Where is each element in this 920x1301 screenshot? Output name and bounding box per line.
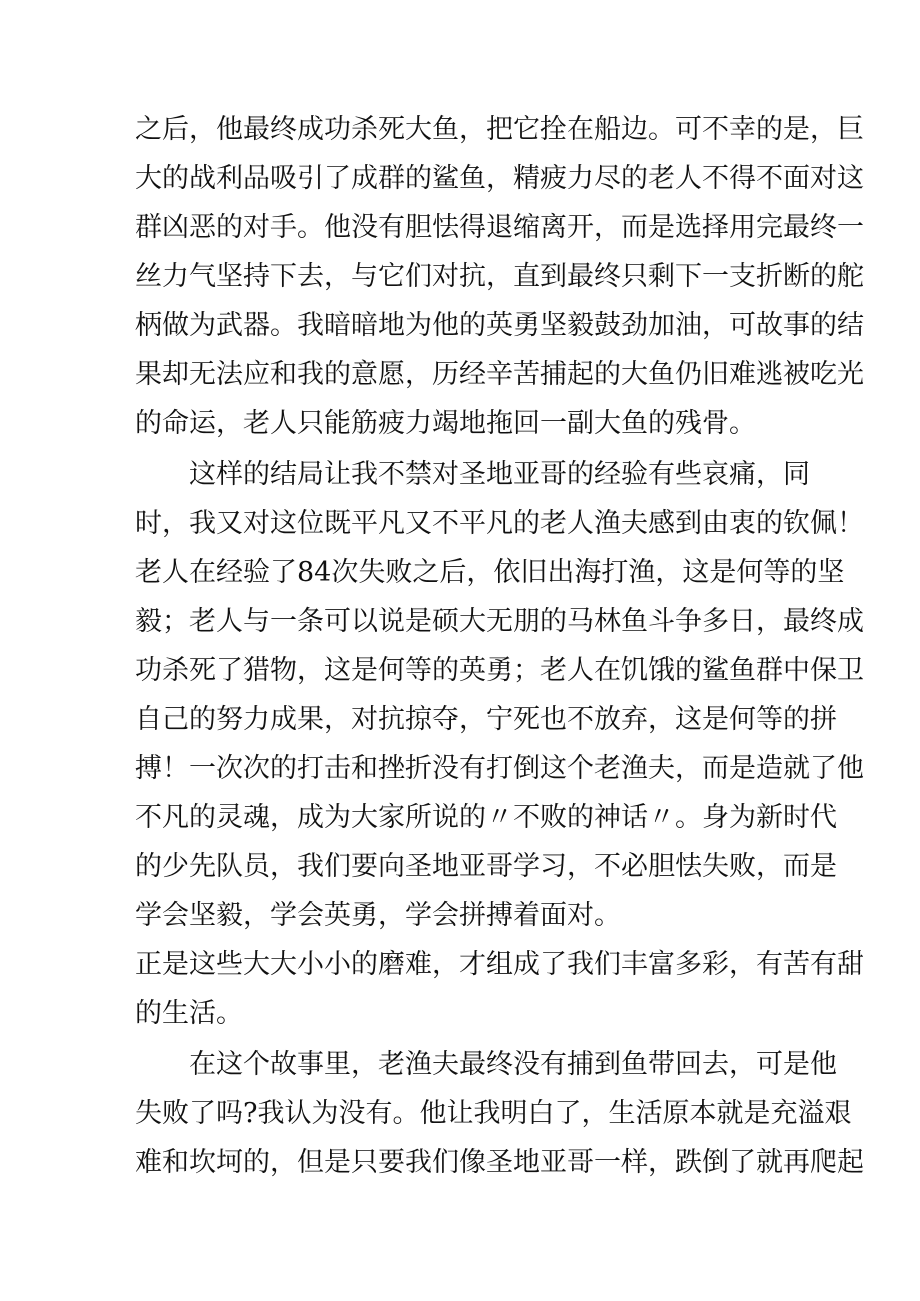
text-line: 大的战利品吸引了成群的鲨鱼，精疲力尽的老人不得不面对这 — [135, 163, 864, 194]
text-line: 难和坎坷的，但是只要我们像圣地亚哥一样，跌倒了就再爬起 — [135, 1147, 864, 1178]
text-line: 丝力气坚持下去，与它们对抗，直到最终只剩下一支折断的舵 — [135, 261, 864, 292]
text-line: 之后，他最终成功杀死大鱼，把它拴在船边。可不幸的是，巨 — [135, 114, 864, 145]
text-line: 在这个故事里，老渔夫最终没有捕到鱼带回去，可是他 — [189, 1049, 837, 1080]
text-line: 时，我又对这位既平凡又不平凡的老人渔夫感到由衷的钦佩！ — [135, 508, 864, 539]
text-line: 果却无法应和我的意愿，历经辛苦捕起的大鱼仍旧难逃被吃光 — [135, 359, 864, 390]
text-line: 老人在经验了84次失败之后，依旧出海打渔，这是何等的坚 — [135, 557, 845, 588]
text-line: 学会坚毅，学会英勇，学会拼搏着面对。 — [135, 900, 621, 931]
text-line: 群凶恶的对手。他没有胆怯得退缩离开，而是选择用完最终一 — [135, 212, 864, 243]
text-line: 这样的结局让我不禁对圣地亚哥的经验有些哀痛，同 — [189, 459, 810, 490]
text-line: 柄做为武器。我暗暗地为他的英勇坚毅鼓劲加油，可故事的结 — [135, 310, 864, 341]
text-line: 搏！一次次的打击和挫折没有打倒这个老渔夫，而是造就了他 — [135, 753, 864, 784]
text-line: 功杀死了猎物，这是何等的英勇；老人在饥饿的鲨鱼群中保卫 — [135, 655, 864, 686]
text-line: 失败了吗?我认为没有。他让我明白了，生活原本就是充溢艰 — [135, 1098, 852, 1129]
text-line: 自己的努力成果，对抗掠夺，宁死也不放弃，这是何等的拼 — [135, 704, 837, 735]
text-line: 毅；老人与一条可以说是硕大无朋的马林鱼斗争多日，最终成 — [135, 606, 864, 637]
text-line: 的生活。 — [135, 998, 243, 1029]
text-line: 的命运，老人只能筋疲力竭地拖回一副大鱼的残骨。 — [135, 408, 756, 439]
text-line: 不凡的灵魂，成为大家所说的〃不败的神话〃。身为新时代 — [135, 802, 837, 833]
text-line: 的少先队员，我们要向圣地亚哥学习，不必胆怯失败，而是 — [135, 851, 837, 882]
text-line: 正是这些大大小小的磨难，才组成了我们丰富多彩，有苦有甜 — [135, 949, 864, 980]
